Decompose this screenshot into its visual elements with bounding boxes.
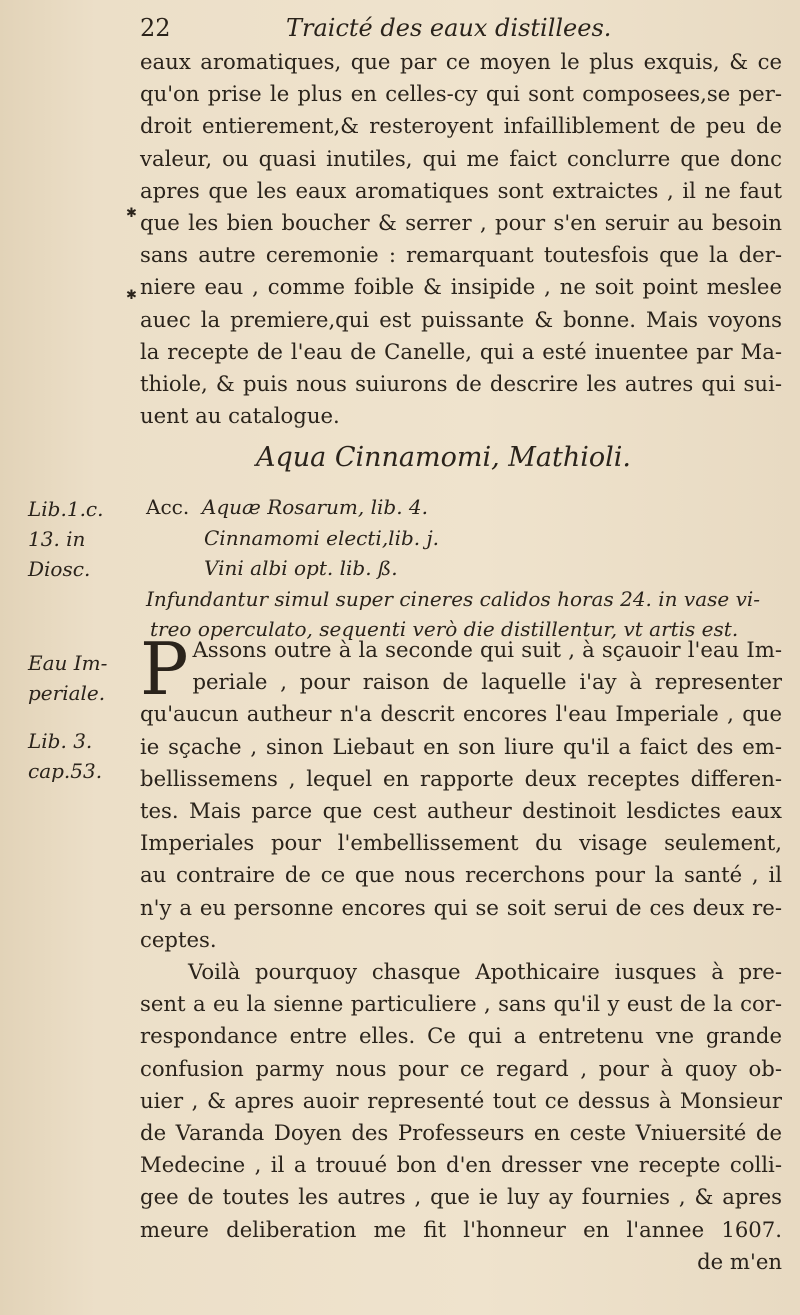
text-line: que les bien boucher & serrer , pour s'en seruir au besoin: [140, 210, 782, 236]
text-line: gee de toutes les autres , que ie luy ay fournies , & apres: [140, 1184, 782, 1210]
text-line: sans autre ceremonie : remarquant toutesfois que la der-: [140, 242, 782, 268]
margin-note-line: Lib. 3.: [28, 729, 93, 753]
page-number: 22: [140, 14, 171, 42]
text-line: apres que les eaux aromatiques sont extraictes , il ne faut: [140, 177, 782, 203]
page-header: [140, 14, 780, 48]
printer-mark-icon: ✱: [126, 206, 137, 221]
margin-note-line: Diosc.: [28, 557, 91, 581]
margin-note-line: 13. in: [28, 527, 86, 551]
text-line: qu'aucun autheur n'a descrit encores l'eau Imperiale , que: [140, 701, 782, 727]
printer-mark-icon: ✱: [126, 288, 137, 303]
text-line: meure deliberation me fit l'honneur en l'annee 1607.: [140, 1216, 782, 1242]
text-line: valeur, ou quasi inutiles, qui me faict conclurre que donc: [140, 145, 782, 171]
text-line: confusion parmy nous pour ce regard , pour à quoy ob-: [140, 1055, 782, 1081]
margin-note-line: Lib.1.c.: [28, 497, 104, 521]
ingredient: Vini albi opt. lib. ß.: [204, 556, 398, 580]
text-line: uent au catalogue.: [140, 403, 340, 429]
text-line: ie sçache , sinon Liebaut en son liure qu'il a faict des em-: [140, 733, 782, 759]
text-line: qu'on prise le plus en celles-cy qui sont composees,se per-: [140, 81, 782, 107]
paragraph-intro: [140, 46, 782, 432]
text-line: auec la premiere,qui est puissante & bonne. Mais voyons: [140, 306, 782, 332]
recipe-instruction: Infundantur simul super cineres calidos horas 24. in vase vi-: [146, 586, 761, 611]
text-line: niere eau , comme foible & insipide , ne soit point meslee: [140, 274, 782, 300]
drop-cap: P: [140, 627, 189, 711]
recipe-ingredients: [146, 492, 776, 645]
margin-note-line: periale.: [28, 681, 106, 705]
margin-note-line: Eau Im-: [28, 651, 108, 675]
text-line: bellissemens , lequel en rapporte deux receptes differen-: [140, 765, 782, 791]
recipe-line: [146, 492, 776, 523]
text-line: eaux aromatiques, que par ce moyen le plus exquis, & ce: [140, 49, 782, 74]
text-line: au contraire de ce que nous recerchons pour la santé , il: [140, 862, 782, 888]
text-line: Assons outre à la seconde qui suit , à sçauoir l'eau Im-: [192, 637, 782, 662]
text-line: droit entierement,& resteroyent infailliblement de peu de: [140, 113, 782, 139]
text-line: thiole, & puis nous suiurons de descrire les autres qui sui-: [140, 371, 782, 397]
catchword: de m'en: [697, 1248, 782, 1274]
ingredient: Aquæ Rosarum, lib. 4.: [201, 495, 429, 519]
recipe-title: Aqua Cinnamomi, Mathioli.: [256, 442, 632, 473]
text-line: Imperiales pour l'embellissement du visage seulement,: [140, 830, 782, 856]
margin-note-reference: [28, 494, 138, 584]
running-head: Traicté des eaux distillees.: [286, 14, 612, 42]
text-line: uier , & apres auoir representé tout ce dessus à Monsieur: [140, 1087, 782, 1113]
recipe-instruction: treo operculato, sequenti verò die distillentur, vt artis est.: [150, 617, 739, 641]
text-line: sent a eu la sienne particuliere , sans qu'il y eust de la cor-: [140, 991, 782, 1017]
text-line: ceptes.: [140, 926, 217, 952]
ingredient: Cinnamomi electi,lib. j.: [204, 525, 440, 550]
text-line: respondance entre elles. Ce qui a entretenu vne grande: [140, 1023, 782, 1049]
text-line: Voilà pourquoy chasque Apothicaire iusques à pre-: [188, 959, 782, 985]
margin-note-line: cap.53.: [28, 759, 103, 783]
margin-note-eau-imperiale: [28, 648, 138, 708]
text-line: tes. Mais parce que cest autheur destinoit lesdictes eaux: [140, 798, 782, 824]
recipe-prefix: Acc.: [146, 495, 190, 519]
text-line: Medecine , il a trouué bon d'en dresser vne recepte colli-: [140, 1152, 782, 1178]
text-line: periale , pour raison de laquelle i'ay à representer: [192, 669, 782, 695]
text-line: la recepte de l'eau de Canelle, qui a esté inuentee par Ma-: [140, 338, 782, 364]
text-line: n'y a eu personne encores qui se soit serui de ces deux re-: [140, 894, 782, 920]
text-line: de Varanda Doyen des Professeurs en ceste Vniuersité de: [140, 1120, 782, 1146]
margin-note-reference: [28, 726, 138, 786]
